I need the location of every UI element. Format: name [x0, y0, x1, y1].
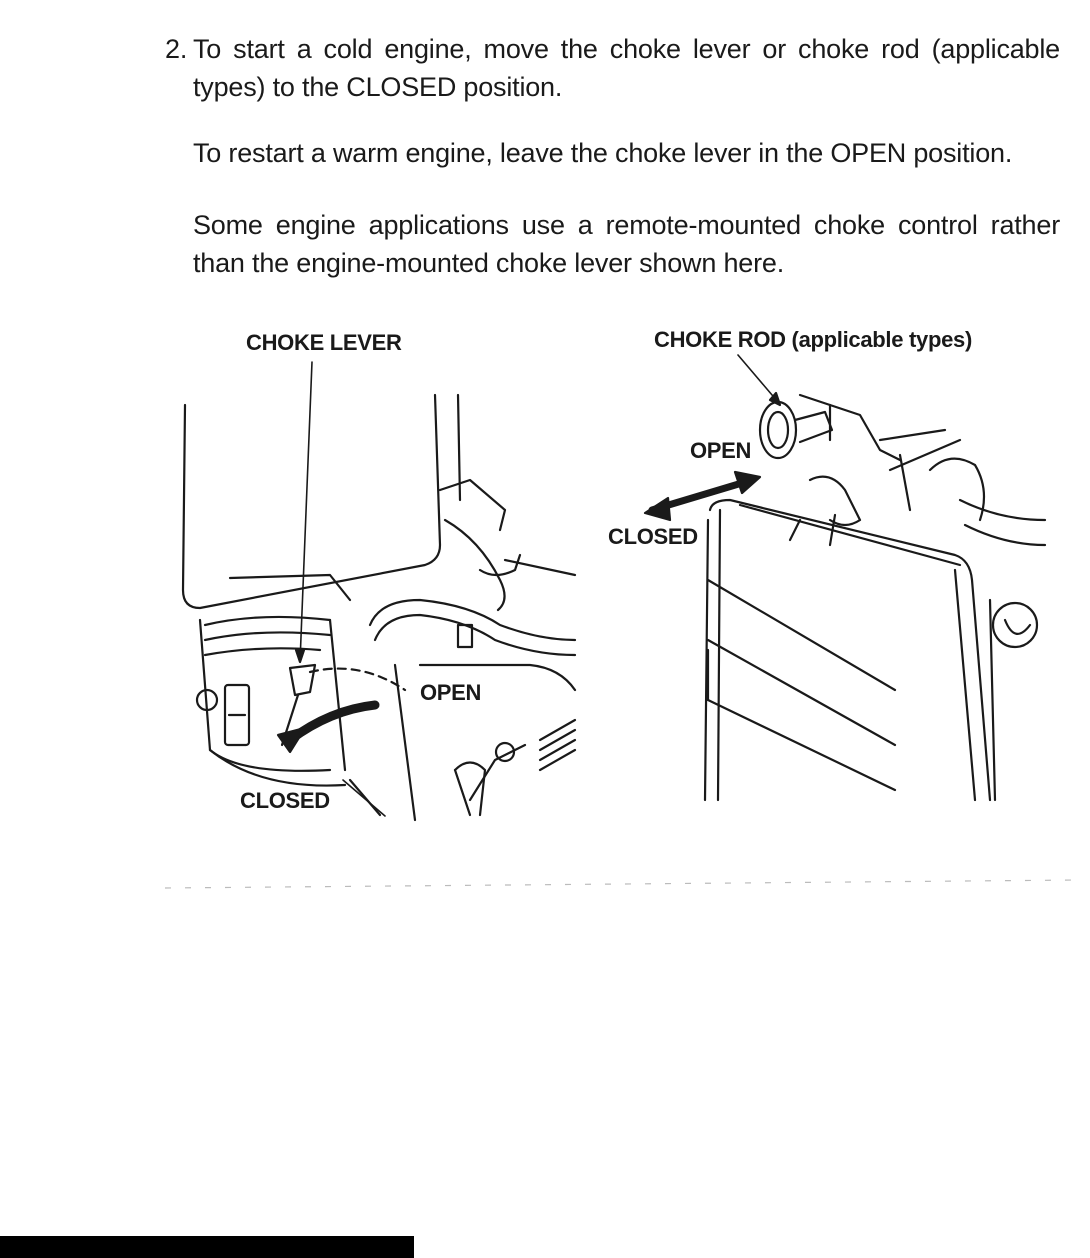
choke-rod-drawing	[645, 355, 1045, 800]
lever-closed-label: CLOSED	[240, 788, 330, 813]
remote-choke-text: Some engine applications use a remote-mounted choke control rather than the engine-mounted choke lever shown here.	[193, 210, 1060, 278]
step-number: 2.	[165, 34, 188, 64]
choke-rod-label: CHOKE ROD (applicable types)	[654, 327, 972, 352]
warm-engine-text: To restart a warm engine, leave the choke lever in the OPEN position.	[193, 138, 1013, 168]
choke-lever-label: CHOKE LEVER	[246, 330, 402, 355]
engine-choke-lever-drawing	[183, 362, 575, 820]
rod-closed-label: CLOSED	[608, 524, 698, 549]
step-text: To start a cold engine, move the choke lever or choke rod (applicable types) to the CLOSED position.	[193, 34, 1060, 102]
lever-open-label: OPEN	[420, 680, 482, 705]
footer-bar	[0, 1236, 414, 1258]
rod-open-label: OPEN	[690, 438, 752, 463]
